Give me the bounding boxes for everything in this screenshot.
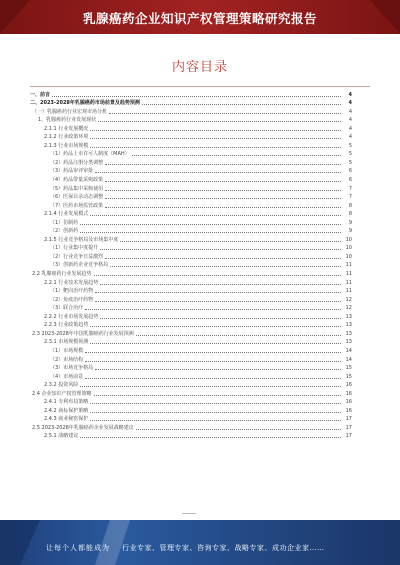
toc-dot-leader <box>95 369 341 370</box>
toc-dot-leader <box>110 266 341 267</box>
toc-entry-page: 14 <box>345 356 352 363</box>
toc-entry-title: 2.2.1 行业技术发展趋势 <box>44 279 99 286</box>
toc-divider <box>30 86 370 87</box>
toc-dot-leader <box>85 361 341 362</box>
toc-dot-leader <box>94 275 341 276</box>
toc-entry-page: 9 <box>348 228 352 235</box>
toc-entry[interactable] <box>30 346 352 355</box>
toc-entry-page: 11 <box>345 271 352 278</box>
toc-entry-page: 12 <box>345 305 352 312</box>
toc-entry-title: 2.2 乳腺癌药行业发展趋势 <box>32 271 92 278</box>
toc-entry-page: 13 <box>345 313 352 320</box>
toc-entry-page: 10 <box>345 245 352 252</box>
toc-entry-title: （3）创新药企业竞争格局 <box>50 262 109 269</box>
toc-entry-title: 2.1.5 行业竞争格局及市场集中度 <box>44 236 119 243</box>
toc-entry[interactable] <box>30 329 352 338</box>
toc-entry[interactable] <box>30 321 352 330</box>
toc-entry-title: （2）创新药 <box>50 228 79 235</box>
toc-entry-page: 13 <box>345 322 352 329</box>
toc-entry-page: 8 <box>348 202 352 209</box>
toc-dot-leader <box>90 215 341 216</box>
toc-entry-title: （1）药品上市许可人制度（MAH） <box>50 151 130 158</box>
toc-dot-leader <box>142 104 341 105</box>
toc-dot-leader <box>100 284 341 285</box>
toc-entry[interactable] <box>30 150 352 159</box>
toc-entry-page: 10 <box>345 253 352 260</box>
toc-entry-title: （3）市场竞争格局 <box>50 365 94 372</box>
toc-entry[interactable] <box>30 423 352 432</box>
toc-dot-leader <box>90 130 341 131</box>
toc-entry-page: 11 <box>345 288 352 295</box>
toc-entry[interactable] <box>30 244 352 253</box>
toc-dot-leader <box>105 181 341 182</box>
toc-entry-title: 2.5 2023-2028年乳腺癌药企业发展战略建议 <box>32 424 134 431</box>
toc-entry-page: 6 <box>348 177 352 184</box>
toc-entry[interactable] <box>30 312 352 321</box>
toc-dot-leader <box>90 343 341 344</box>
toc-entry[interactable] <box>30 364 352 373</box>
toc-dot-leader <box>80 386 341 387</box>
toc-entry[interactable] <box>30 269 352 278</box>
toc-entry[interactable] <box>30 287 352 296</box>
toc-entry-title: （1）仿制药 <box>50 219 79 226</box>
toc-entry-title: 2.4 企业知识产权管理策略 <box>32 390 92 397</box>
toc-dot-leader <box>95 292 341 293</box>
toc-entry-page: 4 <box>348 100 352 107</box>
toc-entry[interactable] <box>30 415 352 424</box>
toc-entry-title: 2.1.2 行业政策环境 <box>44 134 89 141</box>
toc-entry-page: 16 <box>345 399 352 406</box>
toc-entry-title: 2.2.2 行业市场发展趋势 <box>44 313 99 320</box>
toc-entry[interactable] <box>30 227 352 236</box>
toc-entry-page: 14 <box>345 347 352 354</box>
toc-entry-page: 9 <box>348 219 352 226</box>
toc-entry[interactable] <box>30 184 352 193</box>
toc-entry-page: 17 <box>345 424 352 431</box>
toc-entry[interactable] <box>30 406 352 415</box>
toc-entry-title: 2.1.4 行业发展模式 <box>44 211 89 218</box>
toc-entry-page: 5 <box>348 159 352 166</box>
toc-entry-page: 11 <box>345 279 352 286</box>
toc-dot-leader <box>85 352 341 353</box>
toc-entry[interactable] <box>30 252 352 261</box>
toc-list <box>30 90 352 440</box>
toc-entry-page: 12 <box>345 296 352 303</box>
toc-dot-leader <box>85 309 341 310</box>
toc-entry-title: （4）市场前景 <box>50 373 84 380</box>
toc-dot-leader <box>132 155 341 156</box>
toc-dot-leader <box>98 121 341 122</box>
toc-entry[interactable] <box>30 381 352 390</box>
toc-entry-page: 4 <box>348 91 352 98</box>
toc-dot-leader <box>90 412 341 413</box>
toc-entry-title: 2.2.3 行业政策趋势 <box>44 322 89 329</box>
report-title: 乳腺癌药企业知识产权管理策略研究报告 <box>82 11 317 26</box>
toc-entry-page: 7 <box>348 185 352 192</box>
toc-entry[interactable] <box>30 107 352 116</box>
toc-entry-page: 15 <box>345 373 352 380</box>
footer-slogan-right: 行业专家、管理专家、咨询专家、战略专家、成功企业家…… <box>122 544 325 552</box>
toc-dot-leader <box>90 403 341 404</box>
header-banner <box>0 0 400 34</box>
toc-entry[interactable] <box>30 398 352 407</box>
toc-entry-title: （1）行业集中度提升 <box>50 245 99 252</box>
toc-entry[interactable] <box>30 372 352 381</box>
toc-entry-page: 4 <box>348 125 352 132</box>
toc-entry-page: 4 <box>348 108 352 115</box>
toc-entry-title: 1、乳腺癌药行业发展现状 <box>38 117 97 124</box>
toc-dot-leader <box>100 318 341 319</box>
toc-entry-title: （7）医药市场监管政策 <box>50 202 104 209</box>
toc-dot-leader <box>90 420 341 421</box>
toc-entry[interactable] <box>30 133 352 142</box>
toc-entry-title: （2）免疫治疗药物 <box>50 296 94 303</box>
toc-dot-leader <box>136 429 341 430</box>
toc-dot-leader <box>80 232 341 233</box>
toc-entry[interactable] <box>30 90 352 99</box>
toc-entry-title: 一、前言 <box>30 91 51 98</box>
toc-entry-title: 2.1.1 行业发展概况 <box>44 125 89 132</box>
toc-entry[interactable] <box>30 116 352 125</box>
toc-entry-page: 17 <box>345 433 352 440</box>
toc-entry-title: 2.3.1 市场规模预测 <box>44 339 89 346</box>
toc-dot-leader <box>52 96 341 97</box>
toc-entry[interactable] <box>30 218 352 227</box>
footer-slogan-left: 让每个人都能成为 <box>46 544 110 552</box>
toc-entry[interactable] <box>30 338 352 347</box>
toc-entry[interactable] <box>30 124 352 133</box>
toc-dot-leader <box>105 190 341 191</box>
page-marker <box>182 513 196 514</box>
toc-dot-leader <box>105 164 341 165</box>
toc-entry-page: 5 <box>348 142 352 149</box>
toc-entry-title: 2.4.2 商标保护策略 <box>44 407 89 414</box>
toc-entry-page: 13 <box>345 330 352 337</box>
toc-dot-leader <box>95 301 341 302</box>
toc-entry-title: （2）行业竞争日益激烈 <box>50 253 104 260</box>
toc-dot-leader <box>105 207 341 208</box>
toc-dot-leader <box>85 378 341 379</box>
toc-entry-page: 13 <box>345 339 352 346</box>
toc-entry-title: 2.4.3 商业秘密保护 <box>44 416 89 423</box>
footer-banner <box>0 520 400 565</box>
toc-entry[interactable] <box>30 304 352 313</box>
toc-entry[interactable] <box>30 167 352 176</box>
toc-entry-page: 4 <box>348 134 352 141</box>
toc-entry-title: （3）药品审评审批 <box>50 168 94 175</box>
toc-entry-title: 2.1.3 行业市场规模 <box>44 142 89 149</box>
toc-dot-leader <box>90 147 341 148</box>
toc-entry-title: 二、2023-2028年乳腺癌药市场前景及趋势预测 <box>30 100 140 107</box>
toc-entry[interactable] <box>30 261 352 270</box>
toc-dot-leader <box>100 249 341 250</box>
toc-entry-page: 8 <box>348 211 352 218</box>
toc-dot-leader <box>120 241 341 242</box>
toc-entry-title: 2.5.1 战略建议 <box>44 433 79 440</box>
toc-dot-leader <box>136 335 341 336</box>
toc-entry-page: 7 <box>348 194 352 201</box>
toc-entry-title: 2.4.1 专利布局策略 <box>44 399 89 406</box>
toc-entry-page: 16 <box>345 390 352 397</box>
toc-entry-title: （一）乳腺癌药行业宏观市场分析 <box>32 108 108 115</box>
toc-entry-title: （2）市场结构 <box>50 356 84 363</box>
toc-entry-title: （1）市场规模 <box>50 347 84 354</box>
toc-dot-leader <box>94 395 341 396</box>
toc-title: 内容目录 <box>171 60 228 75</box>
toc-entry[interactable] <box>30 175 352 184</box>
toc-dot-leader <box>80 437 341 438</box>
toc-entry-title: （2）药品注册分类调整 <box>50 159 104 166</box>
toc-dot-leader <box>90 326 341 327</box>
toc-entry[interactable] <box>30 278 352 287</box>
toc-entry[interactable] <box>30 295 352 304</box>
toc-entry[interactable] <box>30 432 352 441</box>
toc-entry-page: 16 <box>345 407 352 414</box>
toc-entry-page: 6 <box>348 168 352 175</box>
toc-entry-page: 11 <box>345 262 352 269</box>
toc-entry[interactable] <box>30 235 352 244</box>
toc-entry-page: 10 <box>345 236 352 243</box>
toc-entry[interactable] <box>30 201 352 210</box>
toc-entry[interactable] <box>30 99 352 108</box>
toc-entry-title: （3）联合治疗 <box>50 305 84 312</box>
toc-entry-page: 4 <box>348 117 352 124</box>
toc-dot-leader <box>90 138 341 139</box>
toc-entry[interactable] <box>30 355 352 364</box>
toc-entry-page: 15 <box>345 365 352 372</box>
toc-entry-title: （6）医保目录动态调整 <box>50 194 104 201</box>
toc-dot-leader <box>105 258 341 259</box>
toc-entry[interactable] <box>30 193 352 202</box>
toc-dot-leader <box>109 113 341 114</box>
toc-entry[interactable] <box>30 389 352 398</box>
toc-dot-leader <box>80 224 341 225</box>
toc-entry-page: 5 <box>348 151 352 158</box>
toc-dot-leader <box>95 172 341 173</box>
toc-entry[interactable] <box>30 210 352 219</box>
toc-entry[interactable] <box>30 141 352 150</box>
toc-entry-page: 17 <box>345 416 352 423</box>
toc-entry-title: 2.3.2 投资风险 <box>44 382 79 389</box>
toc-entry-title: （1）靶向治疗药物 <box>50 288 94 295</box>
toc-entry[interactable] <box>30 158 352 167</box>
toc-dot-leader <box>105 198 341 199</box>
toc-entry-title: （4）药品带量采购政策 <box>50 177 104 184</box>
toc-entry-title: 2.3 2023-2028年中国乳腺癌药行业发展预测 <box>32 330 134 337</box>
toc-entry-title: （5）药品集中采购使用 <box>50 185 104 192</box>
toc-entry-page: 16 <box>345 382 352 389</box>
